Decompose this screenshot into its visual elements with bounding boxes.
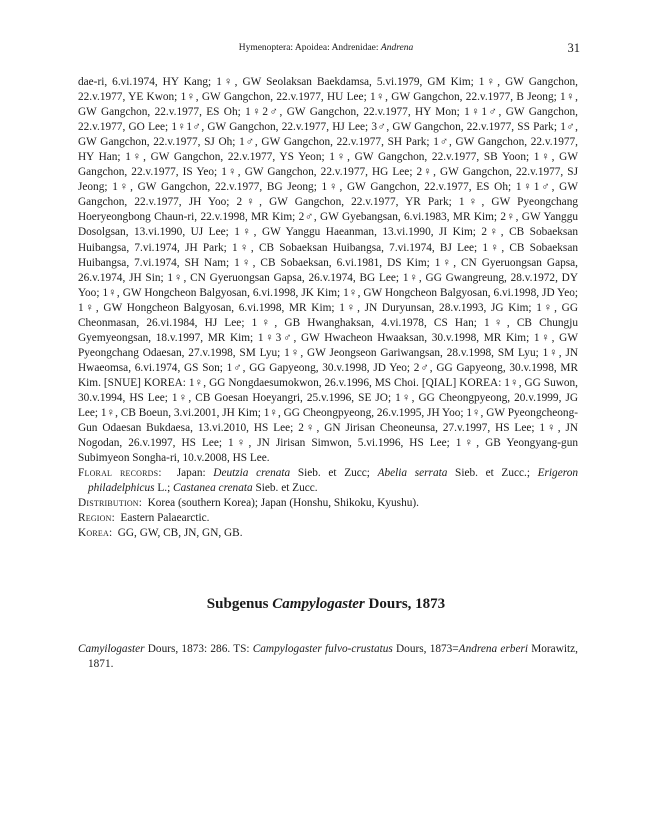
plant-authority: Sieb. et Zucc; — [290, 467, 378, 480]
floral-records: Floral records: Japan: Deutzia crenata Sieb. et Zucc; Abelia serrata Sieb. et Zucc.; Erigeron philadelphicus L.; Castanea crenata Sieb. et Zucc. — [78, 467, 578, 495]
plant-authority: Sieb. et Zucc.; — [447, 467, 538, 480]
plant-authority: Sieb. et Zucc. — [252, 482, 318, 495]
synonymy-text: Morawitz, 1871. — [88, 643, 578, 671]
subgenus-prefix: Subgenus — [206, 596, 273, 612]
running-head-text: Hymenoptera: Apoidea: Andrenidae: — [238, 43, 381, 53]
distribution-text: Korea (southern Korea); Japan (Honshu, Shikoku, Kyushu). — [147, 497, 419, 510]
running-head-genus: Andrena — [380, 43, 414, 53]
subgenus-authority: Dours, 1873 — [364, 596, 446, 612]
korea-text: GG, GW, CB, JN, GN, GB. — [117, 527, 243, 540]
subgenus-synonymy — [78, 642, 578, 672]
genus-name: Camyilogaster — [78, 643, 145, 656]
running-head — [0, 43, 652, 53]
main-text — [78, 75, 578, 541]
region-text: Eastern Palaearctic. — [120, 512, 210, 525]
plant-species: Castanea crenata — [173, 482, 253, 495]
plant-species: Abelia serrata — [377, 467, 448, 480]
korea-provinces: Korea: GG, GW, CB, JN, GN, GB. — [78, 527, 243, 540]
synonymy-text: Dours, 1873: 286. TS: — [144, 643, 253, 656]
plant-species: Deutzia crenata — [213, 467, 291, 480]
floral-records-lead: Japan: — [176, 467, 214, 480]
region-label: Region — [78, 512, 112, 525]
plant-authority: L.; — [154, 482, 174, 495]
subgenus-heading — [0, 596, 652, 613]
distribution: Distribution: Korea (southern Korea); Japan (Honshu, Shikoku, Kyushu). — [78, 497, 419, 510]
synonymy-text: Dours, 1873= — [392, 643, 459, 656]
floral-records-label: Floral records — [78, 467, 159, 480]
region: Region: Eastern Palaearctic. — [78, 512, 210, 525]
plant-species: Erigeron philadelphicus — [88, 467, 578, 495]
type-species: Campylogaster fulvo-crustatus — [252, 643, 393, 656]
subgenus-name: Campylogaster — [272, 596, 365, 612]
distribution-label: Distribution — [78, 497, 139, 510]
specimen-records: dae-ri, 6.vi.1974, HY Kang; 1♀, GW Seolaksan Baekdamsa, 5.vi.1979, GM Kim; 1♀, GW Gangchon, 22.v.1977, YE Kwon; 1♀, GW Gangchon, 22.v.1977, HU Lee; 1♀, GW Gangchon, 22.v.1977, B Jeong; 1♀, GW Gangchon, 22.v.1977, ES Oh; 1♀2♂, GW Gangchon, 22.v.1977, HY Mon; 1♀1♂, GW Gangchon, 22.v.1977, GO Lee; 1♀1♂, GW Gangchon, 22.v.1977, HJ Lee; 3♂, GW Gangchon, 22.v.1977, SS Park; 1♂, GW Gangchon, 22.v.1977, SJ Oh; 1♂, GW Gangchon, 22.v.1977, SH Park; 1♂, GW Gangchon, 22.v.1977, HY Han; 1♀, GW Gangchon, 22.v.1977, YS Yeon; 1♀, GW Gangchon, 22.v.1977, SB Yoon; 1♀, GW Gangchon, 22.v.1977, IS Yeo; 1♀, GW Gangchon, 22.v.1977, HG Lee; 2♀, GW Gangchon, 22.v.1977, SJ Jeong; 1♀, GW Gangchon, 22.v.1977, BG Jeong; 1♀, GW Gangchon, 22.v.1977, ES Oh; 1♀1♂, GW Gangchon, 22.v.1977, JH Yoo; 2♀, GW Gangchon, 22.v.1977, YR Park; 1♀, GW Pyeongchang Hoeryeongbong Chaun-ri, 22.v.1998, MR Kim; 2♂, GW Gyebangsan, 6.vi.1983, MR Kim; 2♀, GW Yanggu Dosolgsan, 13.vi.1990, UJ Lee; 1♀, GW Yanggu Haeanman, 13.vi.1990, JI Kim; 2♀, CB Sobaeksan Huibangsa, 7.vi.1974, JH Park; 1♀, CB Sobaeksan Huibangsa, 7.vi.1974, BJ Lee; 1♀, CB Sobaeksan Huibangsa, 7.vi.1974, SH Nam; 1♀, CB Sobaeksan, 6.vi.1981, DS Kim; 1♀, CN Gyeruongsan Gapsa, 26.v.1974, JH Sin; 1♀, CN Gyeruongsan Gapsa, 26.v.1974, BG Lee; 1♀, GG Gwangreung, 28.v.1972, DY Yoo; 1♀, GW Hongcheon Balgyosan, 6.vi.1998, JK Kim; 1♀, GW Hongcheon Balgyosan, 6.vi.1998, JD Yeo; 1♀, GW Hongcheon Balgyosan, 6.vi.1998, MR Kim; 1♀, JN Duryunsan, 28.v.1993, JG Kim; 1♀, GG Cheonmasan, 26.vi.1984, HJ Lee; 1♀, GB Hwanghaksan, 4.vi.1978, CS Han; 1♀, CB Chungju Gyemyeongsan, 18.v.1997, MR Kim; 1♀3♂, GW Hwacheon Hwaaksan, 30.v.1998, MR Kim; 1♀, GW Pyeongchang Odaesan, 27.v.1998, SM Lyu; 1♀, GW Jeongseon Gariwangsan, 28.v.1998, SM Lyu; 1♀, JN Hwaeomsa, 6.vi.1974, GS Son; 1♂, GG Gapyeong, 30.v.1998, JD Yeo; 2♂, GG Gapyeong, 30.v.1998, MR Kim. [SNUE] KOREA: 1♀, GG Nongdaesumokwon, 26.v.1996, MS Choi. [QIAL] KOREA: 1♀, GG Suwon, 30.v.1994, HS Lee; 1♀, CB Goesan Hoeyangri, 25.v.1996, SE JO; 1♀, GG Cheongpyeong, 20.v.1999, JG Lee; 1♀, CB Boeun, 3.vi.2001, JH Kim; 1♀, GG Cheongpyeong, 26.v.1995, JH Yoo; 1♀, GW Pyeongcheong-Gun Odaesan Bukdaesa, 13.vi.2010, HS Lee; 2♀, GN Jirisan Cheoneunsa, 27.v.1997, HS Lee; 1♀, JN Nogodan, 26.v.1997, HS Lee; 1♀, JN Jirisan Simwon, 5.vi.1996, HS Lee; 1♀, GB Yeongyang-gun Subimyeon Songha-ri, 10.v.2008, HS Lee. — [78, 76, 578, 465]
page-header — [0, 41, 652, 57]
korea-label: Korea — [78, 527, 109, 540]
page-number: 31 — [567, 41, 580, 55]
synonym-species: Andrena erberi — [458, 643, 528, 656]
